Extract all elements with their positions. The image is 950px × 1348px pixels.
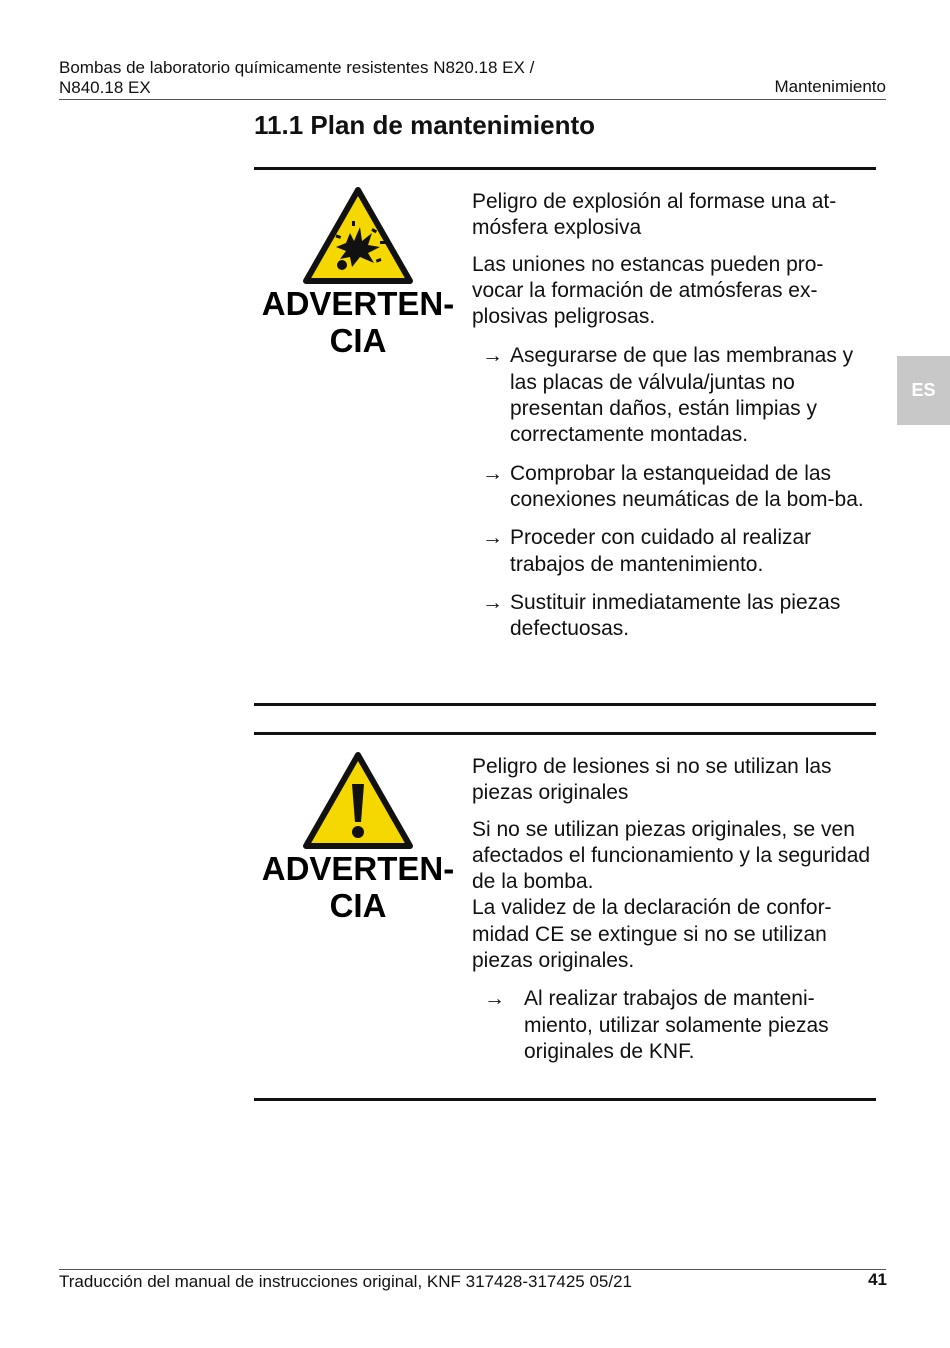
arrow-right-icon: → (482, 526, 503, 550)
action-text: Proceder con cuidado al realizar trabajos de mantenimiento. (510, 526, 812, 576)
warning-body: La validez de la declaración de confor-midad CE se extingue si no se utilizan piezas originales. (472, 896, 832, 973)
warning-heading: Peligro de lesiones si no se utilizan las piezas originales (472, 755, 832, 805)
action-item (482, 986, 872, 1065)
document-title-line2: N840.18 EX (59, 78, 151, 97)
warning-2-bottom-rule (254, 1098, 876, 1101)
action-text: Sustituir inmediatamente las piezas defectuosas. (510, 590, 841, 641)
page-number: 41 (868, 1270, 887, 1289)
signal-word-line1: ADVERTEN- (261, 850, 455, 887)
action-item (482, 461, 872, 514)
action-text: Al realizar trabajos de manteni-miento, utilizar solamente piezas originales de KNF. (524, 987, 829, 1063)
warning-body: Si no se utilizan piezas originales, se ven afectados el funcionamiento y la seguridad de la bomba. (472, 817, 871, 894)
warning-2-top-rule (254, 732, 876, 735)
general-warning-icon (302, 752, 414, 850)
document-title (59, 58, 534, 98)
language-tab: ES (897, 356, 950, 425)
signal-word-line2: CIA (329, 887, 387, 924)
header-divider (59, 99, 886, 100)
action-item (482, 343, 872, 448)
signal-word (258, 285, 458, 359)
explosion-warning-icon (302, 187, 414, 285)
action-text: Asegurarse de que las membranas y las placas de válvula/juntas no presentan daños, están limpias y correctamente montadas. (510, 344, 854, 447)
footer-divider (59, 1269, 886, 1270)
action-item (482, 525, 872, 578)
warning-body: Las uniones no estancas pueden pro-vocar la formación de atmósferas ex-plosivas peligrosas. (472, 252, 824, 329)
signal-word-line2: CIA (329, 322, 387, 359)
action-item (482, 590, 872, 643)
chapter-name: Mantenimiento (774, 77, 886, 96)
warning-1-text (472, 189, 872, 654)
warning-heading: Peligro de explosión al formase una at-mósfera explosiva (472, 190, 837, 240)
warning-1-bottom-rule (254, 703, 876, 706)
signal-word-line1: ADVERTEN- (261, 285, 455, 322)
arrow-right-icon: → (482, 461, 503, 485)
warning-1-top-rule (254, 167, 876, 170)
arrow-right-icon: → (482, 344, 503, 368)
arrow-right-icon: → (484, 987, 505, 1011)
warning-2-text (472, 754, 872, 1065)
document-title-line1: Bombas de laboratorio químicamente resistentes N820.18 EX / (59, 58, 535, 77)
signal-word (258, 850, 458, 924)
arrow-right-icon: → (482, 590, 503, 614)
footer-text: Traducción del manual de instrucciones original, KNF 317428-317425 05/21 (59, 1272, 633, 1291)
action-text: Comprobar la estanqueidad de las conexiones neumáticas de la bom-ba. (510, 461, 864, 511)
section-title: 11.1 Plan de mantenimiento (254, 110, 595, 140)
